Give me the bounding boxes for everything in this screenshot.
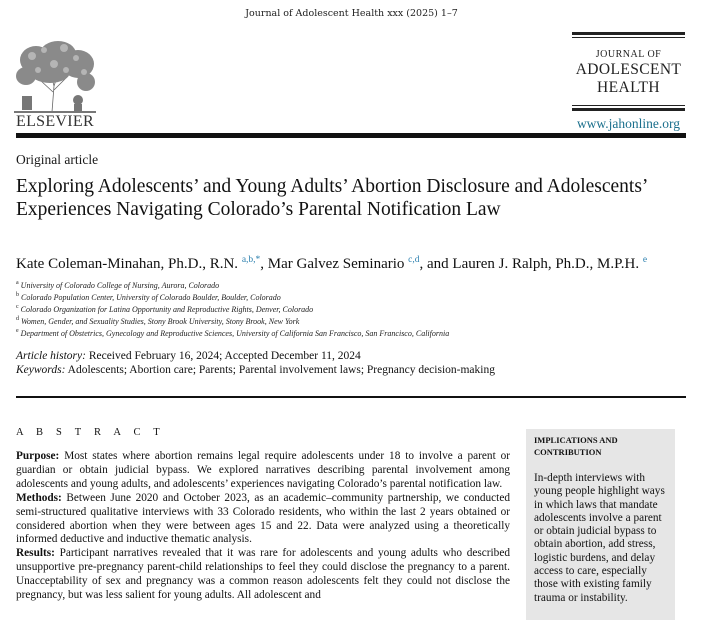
affiliation-text: Department of Obstetrics, Gynecology and Reproductive Sciences, University of California San Francisco, San Francisco, California [20,329,450,338]
journal-logo-line2: ADOLESCENT [575,61,682,78]
author-separator: , [260,256,268,272]
history-label: Article history: [16,350,86,362]
implications-heading: IMPLICATIONS AND CONTRIBUTION [534,435,618,457]
affiliation-text: Colorado Population Center, University of Colorado Boulder, Boulder, Colorado [21,293,281,302]
affiliation-item [16,316,449,328]
abstract-results [16,547,510,603]
logo-rule [572,32,685,35]
purpose-label: Purpose: [16,450,60,462]
logo-rule [572,37,685,38]
logo-rule [572,105,685,106]
affiliation-mark: e [16,328,19,335]
affiliation-marks[interactable]: e [642,255,648,265]
results-text: Participant narratives revealed that it was rare for adolescents and young adults who described unsupportive pre-pregnancy parent-child relationships to feel they could disclose the pregnancy to a parent. Unacceptability of sex and pregnancy was a common reason adolescents felt they could not disclose the pregnancy, but was less salient for young adults. All adolescent and [16,547,510,602]
results-label: Results: [16,547,55,560]
affiliation-mark: c [16,304,19,311]
methods-text: Between June 2020 and October 2023, as an academic–community partnership, we conducted semi-structured qualitative interviews with 33 Colorado residents, who within the last 2 years obtained or considered abortion when they were between ages 15 and 22. Data were analyzed using a theoretically informed deductive and inductive thematic analysis. [16,491,510,546]
article-history [16,349,495,363]
journal-logo [572,32,685,132]
affiliation-marks[interactable]: a,b,* [241,255,261,265]
journal-citation-line: Journal of Adolescent Health xxx (2025) 1–7 [245,8,458,19]
affiliation-text: University of Colorado College of Nursing, Aurora, Colorado [20,281,220,290]
implications-box [526,429,675,620]
journal-logo-line1: JOURNAL OF [595,49,662,60]
author-name: Lauren J. Ralph, Ph.D., M.P.H. [452,256,640,272]
keywords [16,363,495,377]
article-title: Exploring Adolescents’ and Young Adults’ Abortion Disclosure and Adolescents’ Experiences Navigating Colorado’s Parental Notification Law [16,176,647,220]
abstract-methods [16,492,510,548]
elsevier-wordmark: ELSEVIER [16,113,94,130]
affiliation-list [16,280,449,340]
journal-url-link[interactable]: www.jahonline.org [576,116,681,131]
affiliation-item [16,280,449,292]
affiliation-text: Colorado Organization for Latina Opportunity and Reproductive Rights, Denver, Colorado [20,305,314,314]
affiliation-mark: b [16,292,19,299]
keywords-text: Adolescents; Abortion care; Parents; Parental involvement laws; Pregnancy decision-making [67,364,495,376]
affiliation-item [16,304,449,316]
author-name: Mar Galvez Seminario [267,256,405,272]
author-name: Kate Coleman-Minahan, Ph.D., R.N. [16,256,239,272]
methods-label: Methods: [16,491,62,504]
affiliation-mark: d [16,316,19,323]
article-info [16,349,495,377]
affiliation-item [16,292,449,304]
journal-logo-line3: HEALTH [597,79,660,96]
abstract-purpose [16,450,510,492]
article-type: Original article [16,152,99,167]
section-divider [16,396,686,398]
keywords-label: Keywords: [16,364,66,376]
affiliation-mark: a [16,280,19,287]
purpose-text: Most states where abortion remains legal require adolescents under 18 to involve a parent or guardian or obtain judicial bypass. We explored narratives describing parental involvement among adolescents and young adults, and adolescents’ experiences navigating Colorado’s parental notification law. [16,450,510,490]
affiliation-marks[interactable]: c,d [408,255,420,265]
affiliation-item [16,328,449,340]
implications-body: In-depth interviews with young people highlight ways in which laws that mandate adolescents involve a parent or obtain judicial bypass to obtain abortion, add stress, logistic burdens, and delay access to care, especially those with existing family trauma or instability. [534,472,665,604]
affiliation-text: Women, Gender, and Sexuality Studies, Stony Brook University, Stony Brook, New York [21,317,300,326]
author-separator: , and [419,256,453,272]
logo-rule [572,108,685,111]
abstract-heading: A B S T R A C T [16,427,165,438]
history-text: Received February 16, 2024; Accepted December 11, 2024 [88,350,361,362]
header-divider [16,133,686,138]
author-list [16,256,696,273]
abstract-body [16,450,510,603]
